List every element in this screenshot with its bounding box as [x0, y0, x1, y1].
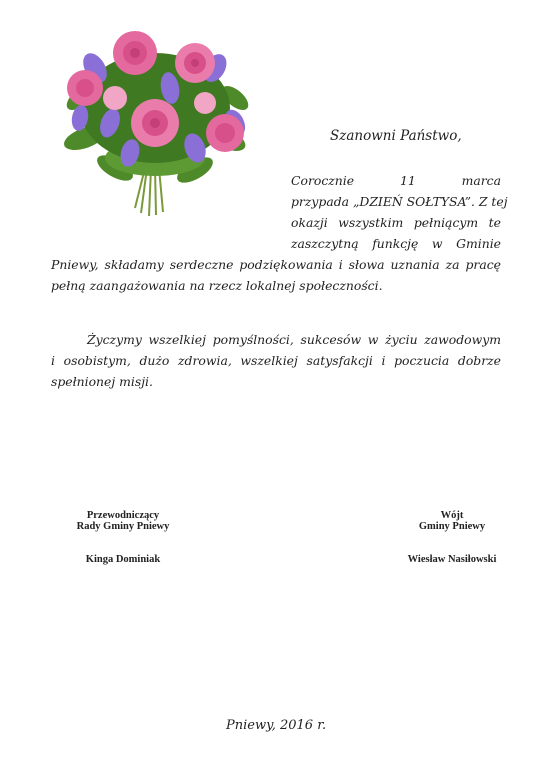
paragraph-line: Corocznie 11 marca — [291, 173, 501, 188]
signature-title: Rady Gminy Pniewy — [76, 521, 170, 532]
paragraph-line: Życzymy wszelkiej pomyślności, sukcesów w życiu zawodowym — [87, 332, 501, 347]
signature-name: Kinga Dominiak — [85, 554, 161, 565]
paragraph-line: spełnionej misji. — [51, 374, 153, 389]
signature-title: Wójt — [440, 510, 464, 521]
paragraph-line: i osobistym, dużo zdrowia, wszelkiej satysfakcji i poczucia dobrze — [51, 353, 501, 368]
paragraph-line: pełną zaangażowania na rzecz lokalnej społeczności. — [51, 278, 383, 293]
signature-block-chairperson — [75, 510, 171, 565]
letter-paragraph-1 — [51, 170, 508, 296]
paragraph-line: zaszczytną funkcję w Gminie — [291, 236, 501, 251]
letter-greeting: Szanowni Państwo, — [330, 128, 462, 144]
paragraph-line: Pniewy, składamy serdeczne podziękowania i słowa uznania za pracę — [51, 257, 501, 272]
signature-name: Wiesław Nasiłowski — [407, 554, 497, 565]
signature-title: Gminy Pniewy — [418, 521, 486, 532]
place-and-date: Pniewy, 2016 r. — [226, 718, 327, 733]
letter-paragraph-2 — [51, 329, 501, 392]
signature-block-mayor — [402, 510, 502, 565]
paragraph-line: przypada „DZIEŃ SOŁTYSA”. Z tej — [291, 194, 508, 209]
paragraph-line: okazji wszystkim pełniącym te — [291, 215, 501, 230]
signature-title: Przewodniczący — [86, 510, 160, 521]
